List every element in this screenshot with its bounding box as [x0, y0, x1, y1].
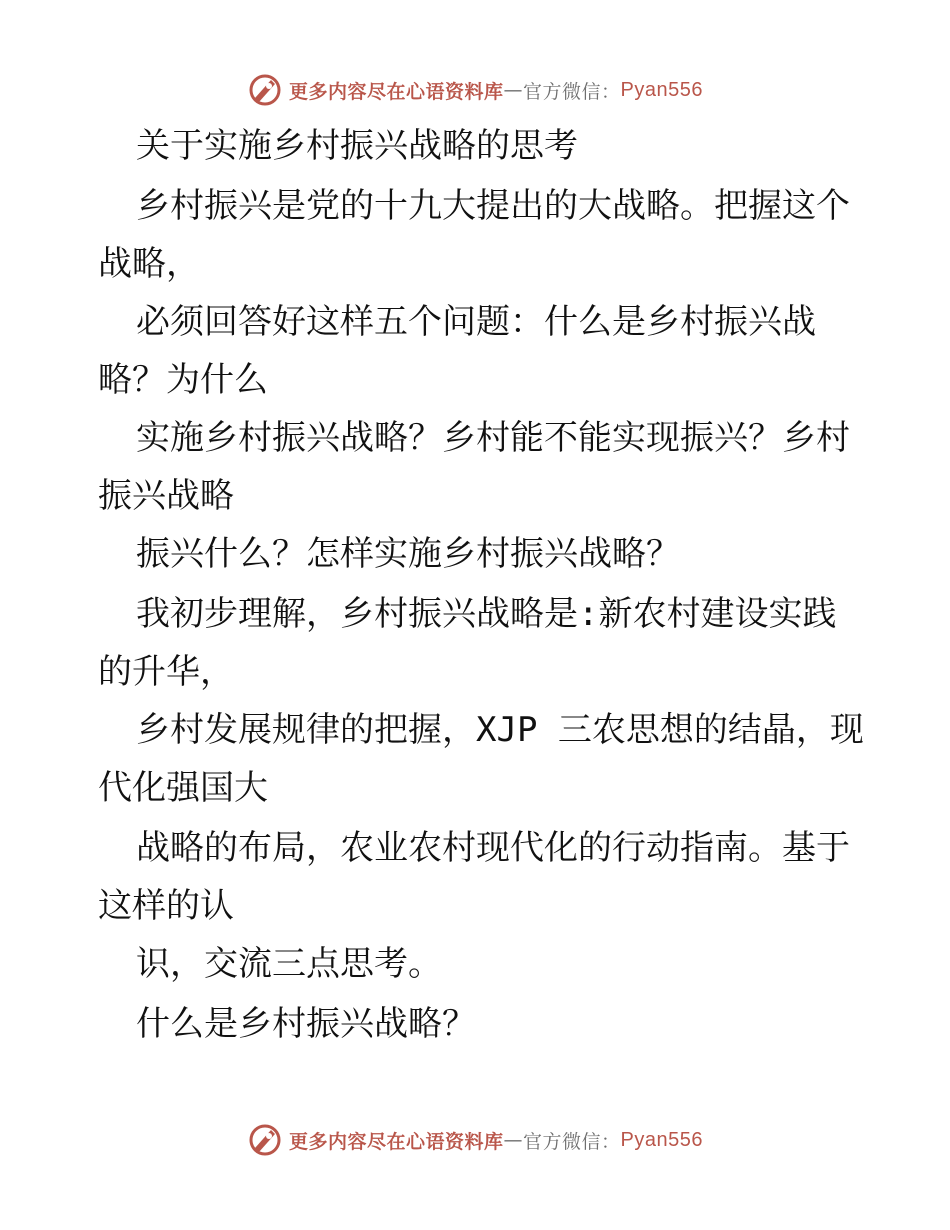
paragraph-line: 的升华， [98, 652, 234, 692]
paragraph-line: 代化强国大 [98, 768, 268, 808]
paragraph-line: 战略的布局，农业农村现代化的行动指南。基于 [136, 828, 850, 868]
document-title: 关于实施乡村振兴战略的思考 [136, 126, 578, 166]
header-banner-official: 官方微信： [523, 80, 621, 103]
footer-banner-text [289, 1127, 703, 1154]
paragraph-line: 我初步理解，乡村振兴战略是:新农村建设实践 [136, 594, 837, 634]
paragraph-line: 这样的认 [98, 886, 234, 926]
footer-banner-separator: — [503, 1129, 524, 1151]
header-banner-separator: — [503, 79, 524, 101]
header-banner-text [289, 77, 703, 104]
paragraph-line: 振兴什么？怎样实施乡村振兴战略？ [136, 534, 680, 574]
paragraph-line: 乡村发展规律的把握，XJP 三农思想的结晶，现 [136, 710, 864, 750]
footer-banner-main: 更多内容尽在心语资料库 [289, 1130, 504, 1153]
page-header-banner [0, 68, 950, 112]
paragraph-line: 振兴战略 [98, 476, 234, 516]
pen-logo-icon [247, 72, 283, 108]
footer-banner-official: 官方微信： [523, 1130, 621, 1153]
pen-logo-icon [247, 1122, 283, 1158]
header-banner-main: 更多内容尽在心语资料库 [289, 80, 504, 103]
paragraph-line: 战略， [98, 244, 200, 284]
paragraph-line: 实施乡村振兴战略？乡村能不能实现振兴？乡村 [136, 418, 850, 458]
paragraph-line: 识，交流三点思考。 [136, 944, 442, 984]
header-banner-wechat-id: Pyan556 [620, 78, 703, 101]
footer-banner-wechat-id: Pyan556 [620, 1128, 703, 1151]
paragraph-line: 必须回答好这样五个问题：什么是乡村振兴战 [136, 302, 816, 342]
section-heading: 什么是乡村振兴战略？ [136, 1004, 476, 1044]
paragraph-line: 乡村振兴是党的十九大提出的大战略。把握这个 [136, 186, 850, 226]
page-footer-banner [0, 1118, 950, 1162]
paragraph-line: 略？为什么 [98, 360, 268, 400]
